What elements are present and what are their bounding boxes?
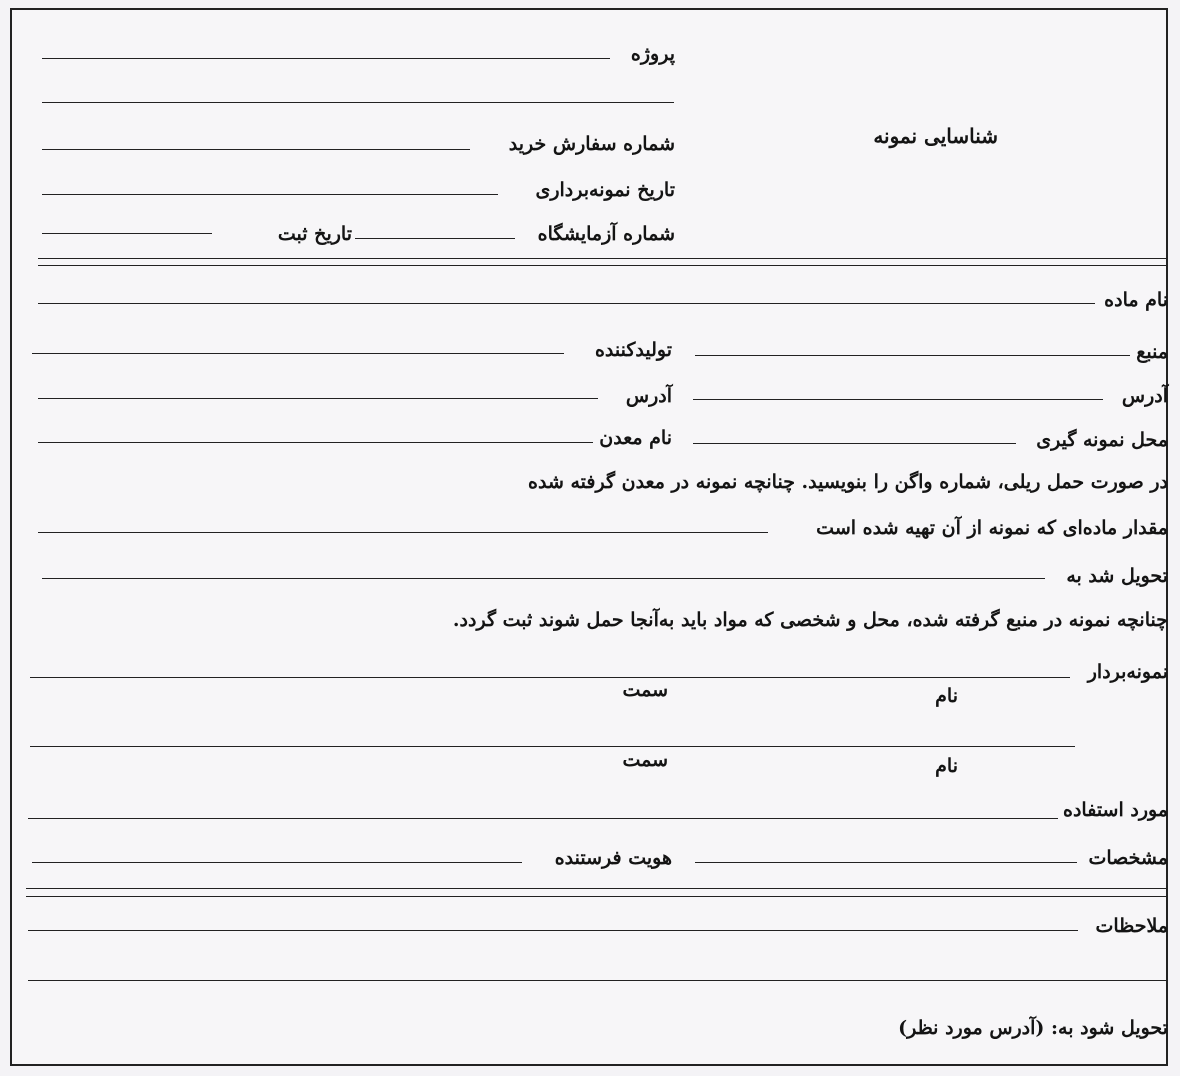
line-source[interactable] bbox=[695, 355, 1130, 356]
line-quantity[interactable] bbox=[38, 532, 768, 533]
label-producer: تولیدکننده bbox=[594, 339, 672, 361]
label-specs: مشخصات bbox=[1088, 847, 1168, 869]
label-sender-identity: هویت فرستنده bbox=[554, 847, 672, 869]
label-address-left: آدرس bbox=[625, 385, 672, 407]
line-sampling-date[interactable] bbox=[42, 194, 498, 195]
label-mine-name: نام معدن bbox=[599, 427, 672, 449]
label-delivered-to: تحویل شد به bbox=[1066, 565, 1168, 587]
divider-bottom bbox=[26, 888, 1166, 889]
label-position-1: سمت bbox=[622, 679, 668, 701]
label-name-1: نام bbox=[935, 685, 958, 707]
label-deliver-to-address: تحویل شود به: (آدرس مورد نظر) bbox=[898, 1017, 1168, 1039]
label-remarks: ملاحظات bbox=[1095, 915, 1168, 937]
label-name-2: نام bbox=[935, 755, 958, 777]
divider-top-2 bbox=[38, 265, 1166, 266]
label-position-2: سمت bbox=[622, 749, 668, 771]
line-mine-name[interactable] bbox=[38, 442, 593, 443]
label-project: پروژه bbox=[630, 43, 675, 65]
line-registration-date[interactable] bbox=[42, 233, 212, 234]
label-usage: مورد استفاده bbox=[1063, 799, 1168, 821]
line-lab-number[interactable] bbox=[355, 238, 515, 239]
line-address-right[interactable] bbox=[693, 399, 1103, 400]
label-sampling-date: تاریخ نمونه‌برداری bbox=[535, 179, 675, 201]
line-remarks[interactable] bbox=[28, 930, 1078, 931]
label-source: منبع bbox=[1136, 341, 1168, 363]
line-specs[interactable] bbox=[695, 862, 1077, 863]
label-lab-number: شماره آزمایشگاه bbox=[537, 223, 675, 245]
line-project[interactable] bbox=[42, 58, 610, 59]
label-sample-identification: شناسایی نمونه bbox=[873, 124, 998, 148]
line-sampler[interactable] bbox=[30, 677, 1070, 678]
line-purchase-order[interactable] bbox=[42, 149, 470, 150]
text-rail-note: در صورت حمل ریلی، شماره واگن را بنویسید. چنانچه نمونه در معدن گرفته شده bbox=[528, 471, 1168, 493]
line-address-left[interactable] bbox=[38, 398, 598, 399]
line-sampling-place[interactable] bbox=[693, 443, 1016, 444]
label-purchase-order: شماره سفارش خرید bbox=[508, 133, 675, 155]
line-remarks-2[interactable] bbox=[28, 980, 1168, 981]
label-address-right: آدرس bbox=[1121, 385, 1168, 407]
label-material-name: نام ماده bbox=[1104, 289, 1168, 311]
divider-top bbox=[38, 258, 1166, 259]
label-sampler: نمونه‌بردار bbox=[1087, 661, 1168, 683]
line-usage[interactable] bbox=[28, 818, 1058, 819]
label-sampling-place: محل نمونه گیری bbox=[1036, 429, 1168, 451]
label-registration-date: تاریخ ثبت bbox=[277, 223, 352, 245]
divider-bottom-2 bbox=[26, 896, 1166, 897]
line-material-name[interactable] bbox=[38, 303, 1095, 304]
line-sender-identity[interactable] bbox=[32, 862, 522, 863]
line-project-2[interactable] bbox=[42, 102, 674, 103]
text-source-note: چنانچه نمونه در منبع گرفته شده، محل و شخصی که مواد باید به‌آنجا حمل شوند ثبت گردد. bbox=[452, 609, 1168, 631]
line-sampler-2[interactable] bbox=[30, 746, 1075, 747]
label-quantity: مقدار ماده‌ای که نمونه از آن تهیه شده است bbox=[816, 517, 1168, 539]
line-producer[interactable] bbox=[32, 353, 564, 354]
line-delivered-to[interactable] bbox=[42, 578, 1045, 579]
